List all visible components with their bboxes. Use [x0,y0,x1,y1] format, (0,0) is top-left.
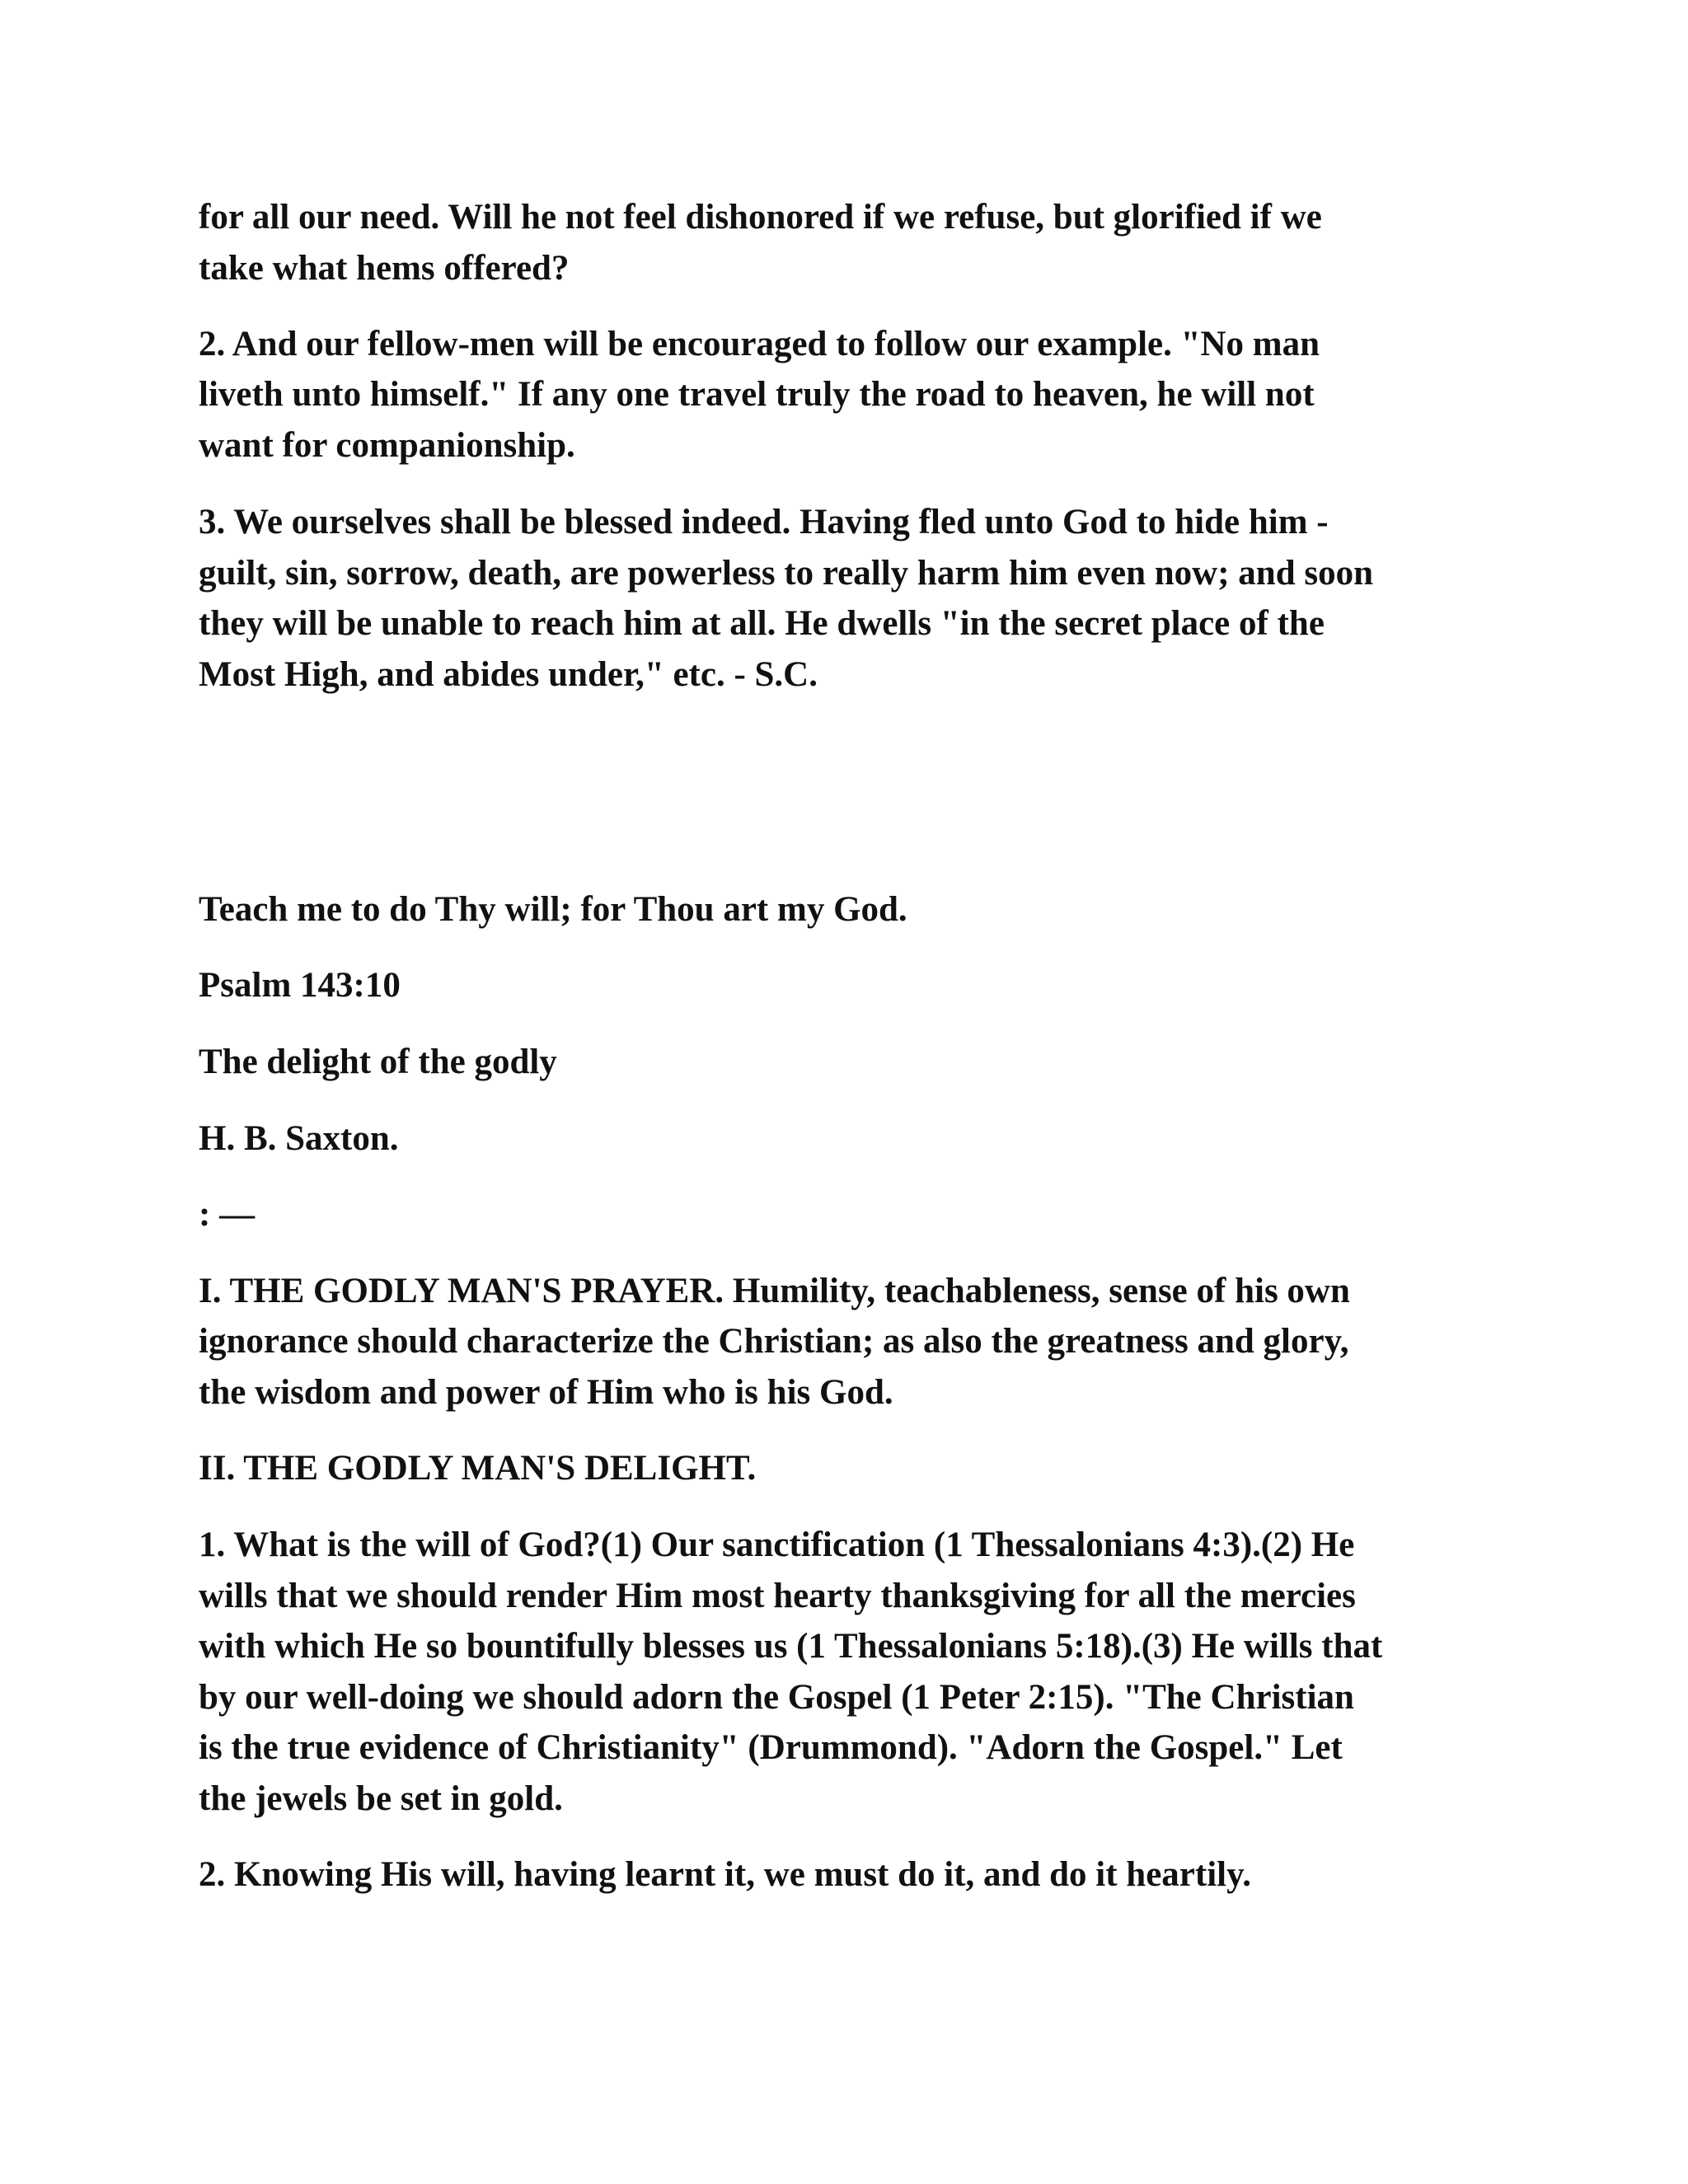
separator-text: : — [199,1195,256,1234]
text-line: the jewels be set in gold. [199,1779,563,1818]
text-line: with which He so bountifully blesses us (1 Thessalonians 5:18).(3) He wills that [199,1627,1383,1666]
text-line: Most High, and abides under," etc. - S.C. [199,655,818,694]
verse-reference: Psalm 143:10 [199,966,401,1005]
text-line: by our well-doing we should adorn the Gospel (1 Peter 2:15). "The Christian [199,1678,1354,1717]
author-name: H. B. Saxton. [199,1119,399,1158]
text-line: 2. And our fellow-men will be encouraged to follow our example. "No man [199,325,1320,363]
text-line: wills that we should render Him most hearty thanksgiving for all the mercies [199,1577,1356,1615]
section-heading: II. THE GODLY MAN'S DELIGHT. [199,1449,757,1488]
text-line: want for companionship. [199,426,575,465]
text-line: 1. What is the will of God?(1) Our sanctification (1 Thessalonians 4:3).(2) He [199,1526,1355,1564]
verse-text: Teach me to do Thy will; for Thou art my God. [199,890,907,929]
text-line: 3. We ourselves shall be blessed indeed. Having fled unto God to hide him - [199,503,1329,541]
text-line: the wisdom and power of Him who is his God. [199,1373,893,1412]
text-line: they will be unable to reach him at all. He dwells "in the secret place of the [199,604,1325,643]
sermon-title: The delight of the godly [199,1043,557,1081]
text-line: ignorance should characterize the Christian; as also the greatness and glory, [199,1322,1349,1361]
text-line: for all our need. Will he not feel dishonored if we refuse, but glorified if we [199,198,1322,237]
text-line: liveth unto himself." If any one travel truly the road to heaven, he will not [199,375,1315,414]
text-line: guilt, sin, sorrow, death, are powerless to really harm him even now; and soon [199,554,1374,593]
text-line: 2. Knowing His will, having learnt it, we must do it, and do it heartily. [199,1855,1251,1894]
text-line: is the true evidence of Christianity" (Drummond). "Adorn the Gospel." Let [199,1728,1343,1767]
text-line: I. THE GODLY MAN'S PRAYER. Humility, teachableness, sense of his own [199,1272,1350,1310]
text-line: take what hems offered? [199,249,570,288]
